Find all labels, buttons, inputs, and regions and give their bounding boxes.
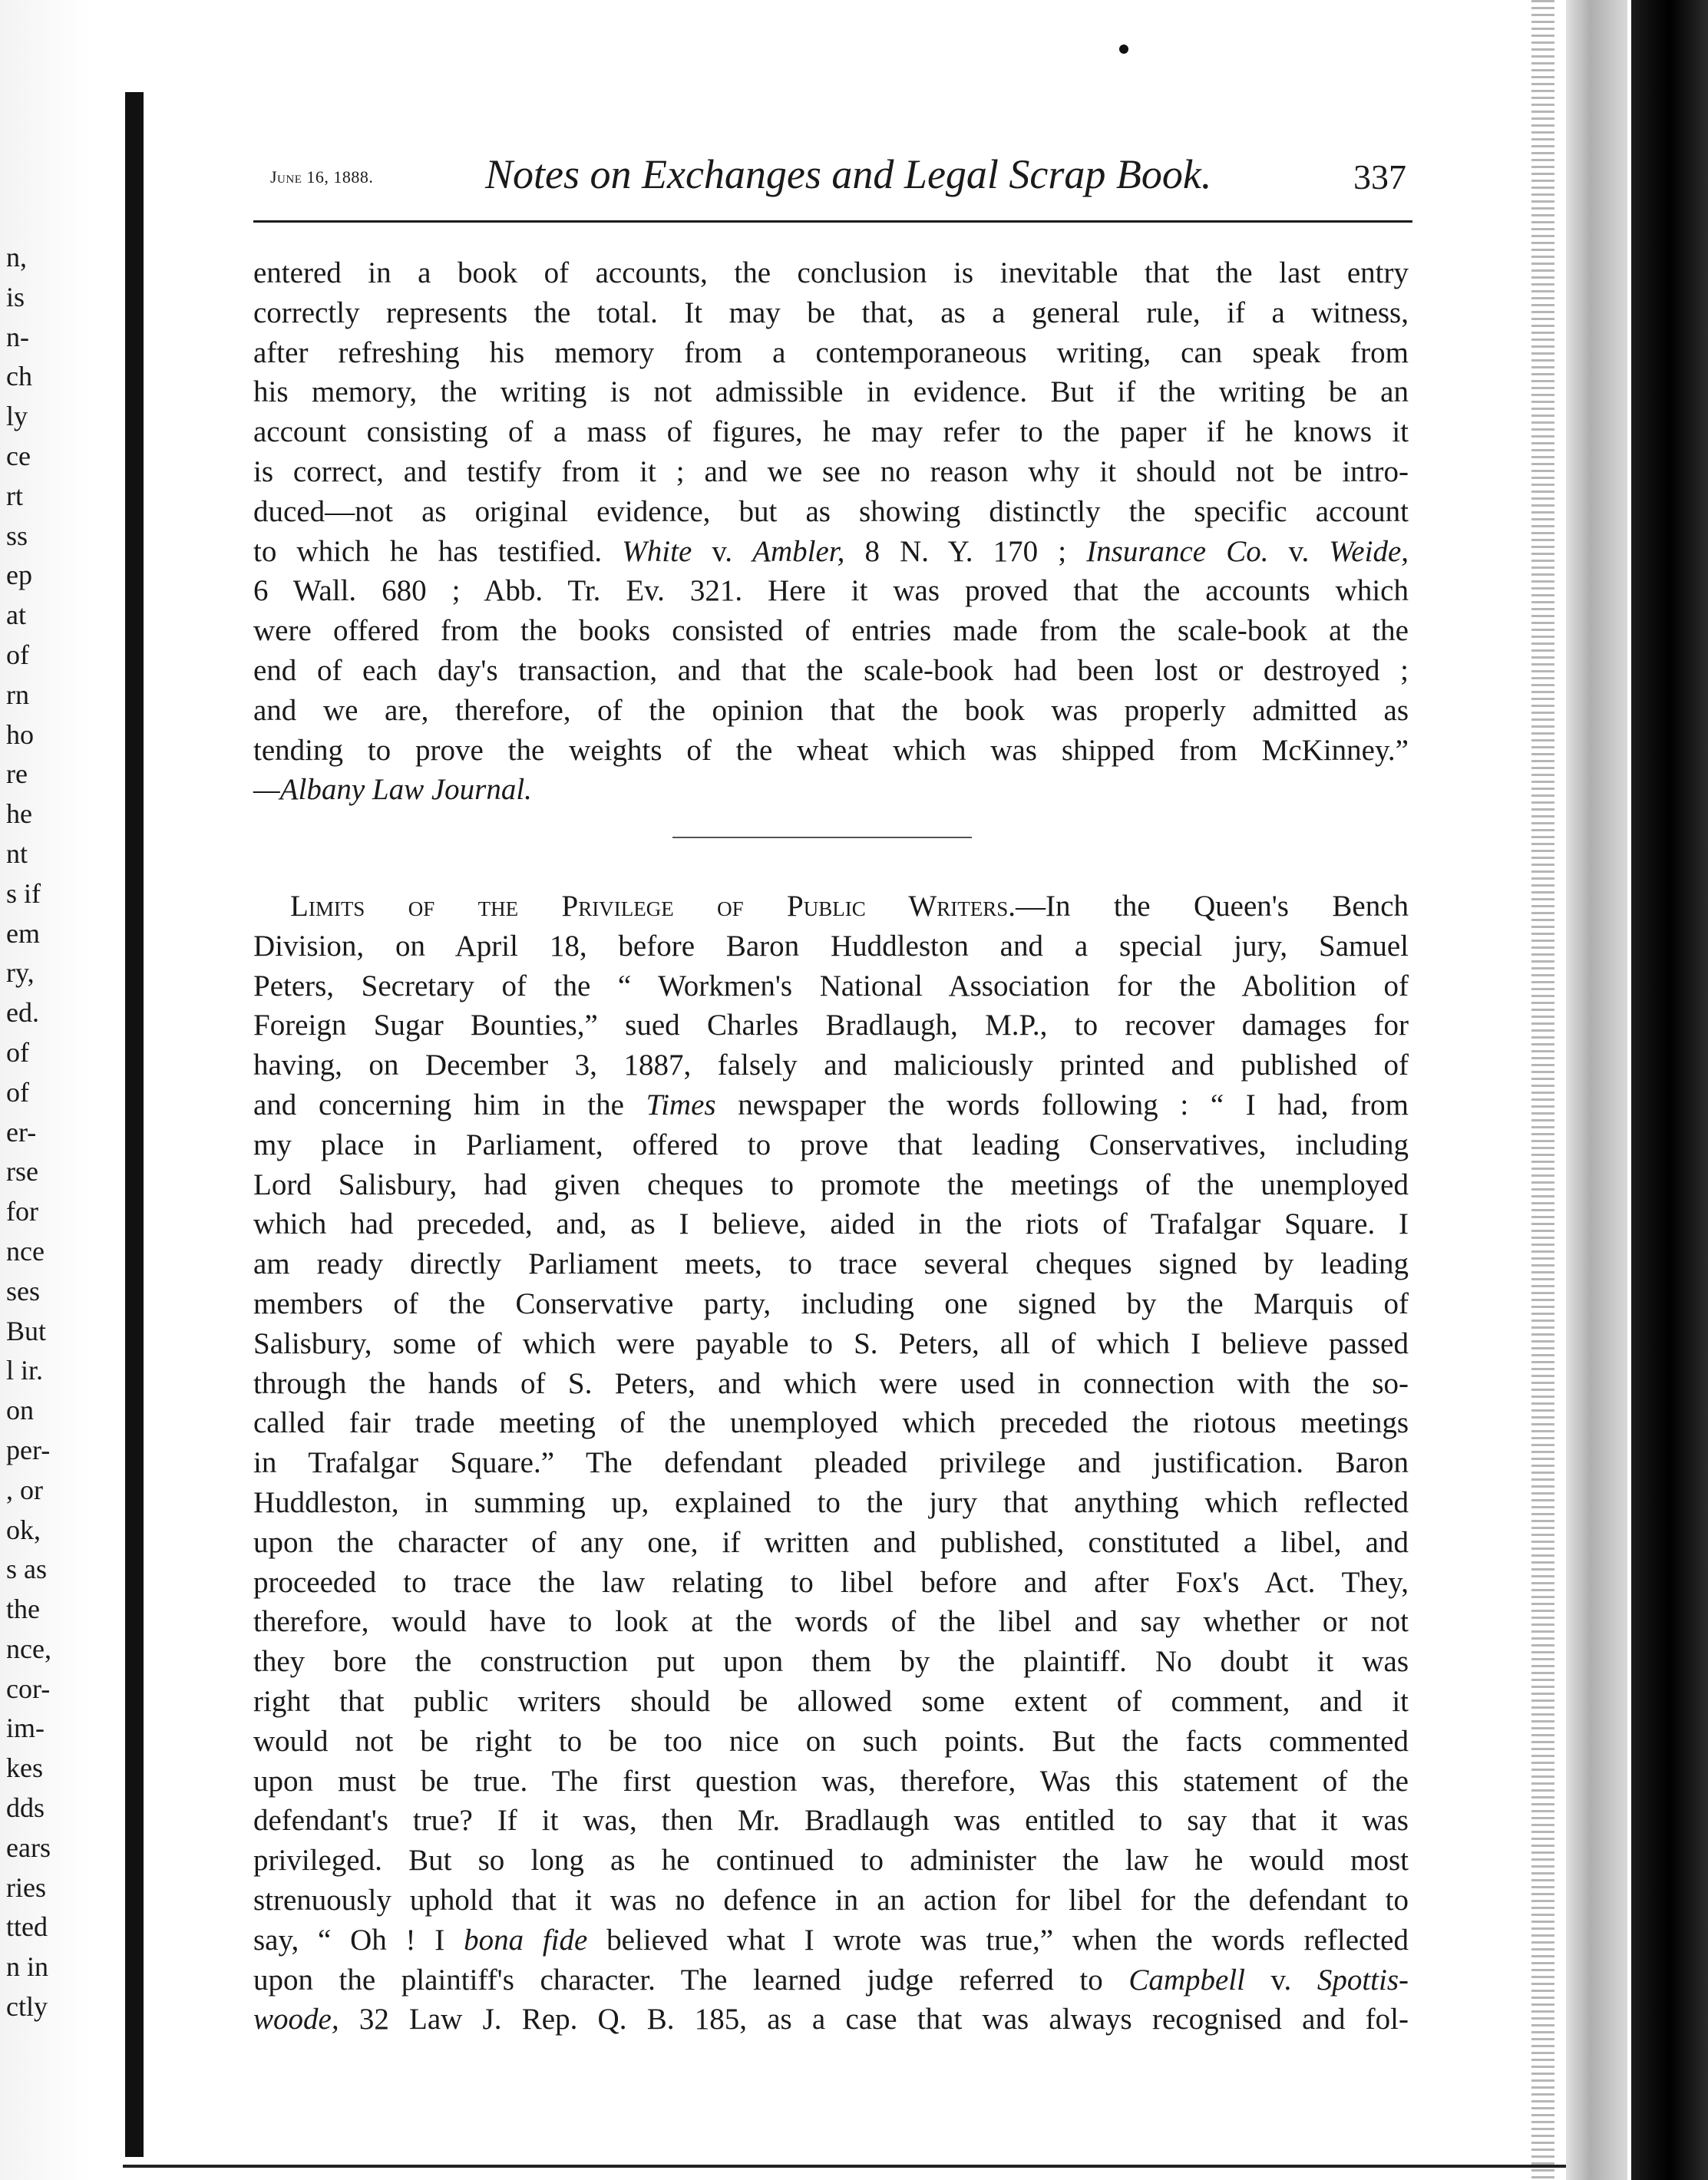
text-line: were offered from the books consisted of entries made from the scale-book at the <box>253 614 1409 648</box>
margin-word: er- <box>6 1116 37 1148</box>
margin-word: rn <box>6 679 29 710</box>
text-line: members of the Conservative party, including one signed by the Marquis of <box>253 1287 1409 1320</box>
article-heading: Limits of the Privilege of Public Writers. <box>290 890 1016 923</box>
margin-word: im- <box>6 1713 45 1744</box>
text-line: through the hands of S. Peters, and which were used in connection with the so- <box>253 1366 1409 1400</box>
margin-word: ries <box>6 1871 46 1903</box>
text-line: woode, 32 Law J. Rep. Q. B. 185, as a case that was always recognised and fol- <box>253 2003 1409 2036</box>
text-line: tending to prove the weights of the wheat which was shipped from McKinney.” <box>253 733 1409 767</box>
text-line: am ready directly Parliament meets, to trace several cheques signed by leading <box>253 1247 1409 1281</box>
margin-word: ry, <box>6 957 35 989</box>
margin-word: rse <box>6 1156 38 1187</box>
margin-word: for <box>6 1196 38 1227</box>
margin-word: n- <box>6 321 29 352</box>
margin-word: ok, <box>6 1514 41 1545</box>
margin-word: ctly <box>6 1991 48 2023</box>
text-line: account consisting of a mass of figures, he may refer to the paper if he knows it <box>253 415 1409 449</box>
text-line: entered in a book of accounts, the conclusion is inevitable that the last entry <box>253 256 1409 289</box>
header-date: June 16, 1888. <box>270 167 374 187</box>
text-line: and concerning him in the Times newspaper the words following : “ I had, from <box>253 1088 1409 1121</box>
margin-word: he <box>6 798 32 830</box>
scan-edge-noise <box>1531 0 1554 2180</box>
ink-dot <box>1119 45 1128 54</box>
text-line: my place in Parliament, offered to prove that leading Conservatives, including <box>253 1128 1409 1161</box>
margin-word: ce <box>6 440 31 471</box>
article-limits-of-privilege <box>253 887 1409 2040</box>
text-line: privileged. But so long as he continued to administer the law he would most <box>253 1844 1409 1878</box>
margin-word: ses <box>6 1275 40 1306</box>
text-line: Lord Salisbury, had given cheques to promote the meetings of the unemployed <box>253 1168 1409 1201</box>
section-divider <box>672 837 972 838</box>
text-line: Division, on April 18, before Baron Huddleston and a special jury, Samuel <box>253 929 1409 963</box>
margin-word: nce, <box>6 1633 51 1664</box>
margin-word: tted <box>6 1911 48 1943</box>
text-line: end of each day's transaction, and that the scale-book had been lost or destroyed ; <box>253 653 1409 687</box>
facing-margin-words <box>0 238 92 2027</box>
margin-word: ss <box>6 520 28 551</box>
text-line: say, “ Oh ! I bona fide believed what I wrote was true,” when the words reflected <box>253 1923 1409 1957</box>
text-line: Huddleston, in summing up, explained to the jury that anything which reflected <box>253 1485 1409 1519</box>
margin-word: dds <box>6 1792 45 1824</box>
margin-word: ly <box>6 401 28 432</box>
page-edge-band <box>1566 0 1627 2180</box>
text-line: would not be right to be too nice on such points. But the facts commented <box>253 1724 1409 1758</box>
text-line: Salisbury, some of which were payable to S. Peters, all of which I believe passed <box>253 1326 1409 1360</box>
margin-word: nce <box>6 1235 45 1267</box>
margin-word: s as <box>6 1554 47 1585</box>
text-line: is correct, and testify from it ; and we see no reason why it should not be intro- <box>253 454 1409 488</box>
margin-word: But <box>6 1315 47 1346</box>
margin-word: ears <box>6 1832 51 1863</box>
text-line: called fair trade meeting of the unemployed which preceded the riotous meetings <box>253 1406 1409 1440</box>
margin-word: the <box>6 1594 40 1625</box>
margin-word: n in <box>6 1951 49 1983</box>
text-line: therefore, would have to look at the words of the libel and say whether or not <box>253 1605 1409 1639</box>
margin-word: is <box>6 281 25 312</box>
text-line: strenuously uphold that it was no defence in an action for libel for the defendant to <box>253 1883 1409 1917</box>
margin-word: ch <box>6 361 32 392</box>
text-line: right that public writers should be allowed some extent of comment, and it <box>253 1684 1409 1718</box>
header-title: Notes on Exchanges and Legal Scrap Book. <box>485 151 1212 197</box>
margin-word: rt <box>6 480 23 511</box>
bottom-edge-line <box>123 2165 1566 2168</box>
binding-shadow <box>125 92 144 2157</box>
text-line: having, on December 3, 1887, falsely and maliciously printed and published of <box>253 1049 1409 1082</box>
margin-word: n, <box>6 242 27 272</box>
text-line: they bore the construction put upon them by the plaintiff. No doubt it was <box>253 1645 1409 1679</box>
margin-word: ed. <box>6 997 39 1029</box>
text-line: defendant's true? If it was, then Mr. Bradlaugh was entitled to say that it was <box>253 1804 1409 1838</box>
margin-word: s if <box>6 877 41 909</box>
text-line: in Trafalgar Square.” The defendant pleaded privilege and justification. Baron <box>253 1446 1409 1480</box>
text-line: after refreshing his memory from a contemporaneous writing, can speak from <box>253 335 1409 369</box>
margin-word: of <box>6 1036 29 1068</box>
text-line: upon must be true. The first question was, therefore, Was this statement of the <box>253 1764 1409 1798</box>
article-heading-line: Limits of the Privilege of Public Writers.—In the Queen's Bench <box>290 890 1409 923</box>
page-edge-dark <box>1631 0 1708 2180</box>
margin-word: of <box>6 1076 29 1108</box>
header-rule <box>253 220 1412 223</box>
text-line: duced—not as original evidence, but as showing distinctly the specific account <box>253 494 1409 528</box>
running-header <box>270 150 1406 204</box>
margin-word: ho <box>6 718 34 750</box>
margin-word: l ir. <box>6 1355 44 1386</box>
margin-word: em <box>6 917 40 949</box>
text-line: Foreign Sugar Bounties,” sued Charles Bradlaugh, M.P., to recover damages for <box>253 1009 1409 1042</box>
article-continuation <box>253 253 1409 810</box>
margin-word: on <box>6 1395 34 1426</box>
citation-line: to which he has testified. White v. Ambler, 8 N. Y. 170 ; Insurance Co. v. Weide, <box>253 534 1409 568</box>
text-line: which had preceded, and, as I believe, aided in the riots of Trafalgar Square. I <box>253 1207 1409 1241</box>
margin-word: cor- <box>6 1673 51 1704</box>
text-line: upon the character of any one, if written and published, constituted a libel, and <box>253 1525 1409 1559</box>
text-line: correctly represents the total. It may be that, as a general rule, if a witness, <box>253 296 1409 329</box>
margin-word: at <box>6 600 26 631</box>
margin-word: kes <box>6 1752 43 1784</box>
text-line: and we are, therefore, of the opinion that the book was properly admitted as <box>253 693 1409 727</box>
text-line: his memory, the writing is not admissible in evidence. But if the writing be an <box>253 375 1409 409</box>
margin-word: nt <box>6 837 28 869</box>
source-attribution: —Albany Law Journal. <box>253 773 532 807</box>
margin-word: , or <box>6 1474 43 1505</box>
margin-word: ep <box>6 560 32 591</box>
margin-word: per- <box>6 1434 51 1465</box>
text-line: Peters, Secretary of the “ Workmen's National Association for the Abolition of <box>253 969 1409 1002</box>
text-line: 6 Wall. 680 ; Abb. Tr. Ev. 321. Here it was proved that the accounts which <box>253 574 1409 608</box>
text-line: upon the plaintiff's character. The learned judge referred to Campbell v. Spottis- <box>253 1963 1409 1997</box>
margin-word: re <box>6 758 28 790</box>
margin-word: of <box>6 639 29 670</box>
text-line: proceeded to trace the law relating to libel before and after Fox's Act. They, <box>253 1565 1409 1599</box>
page-number: 337 <box>1353 157 1406 197</box>
